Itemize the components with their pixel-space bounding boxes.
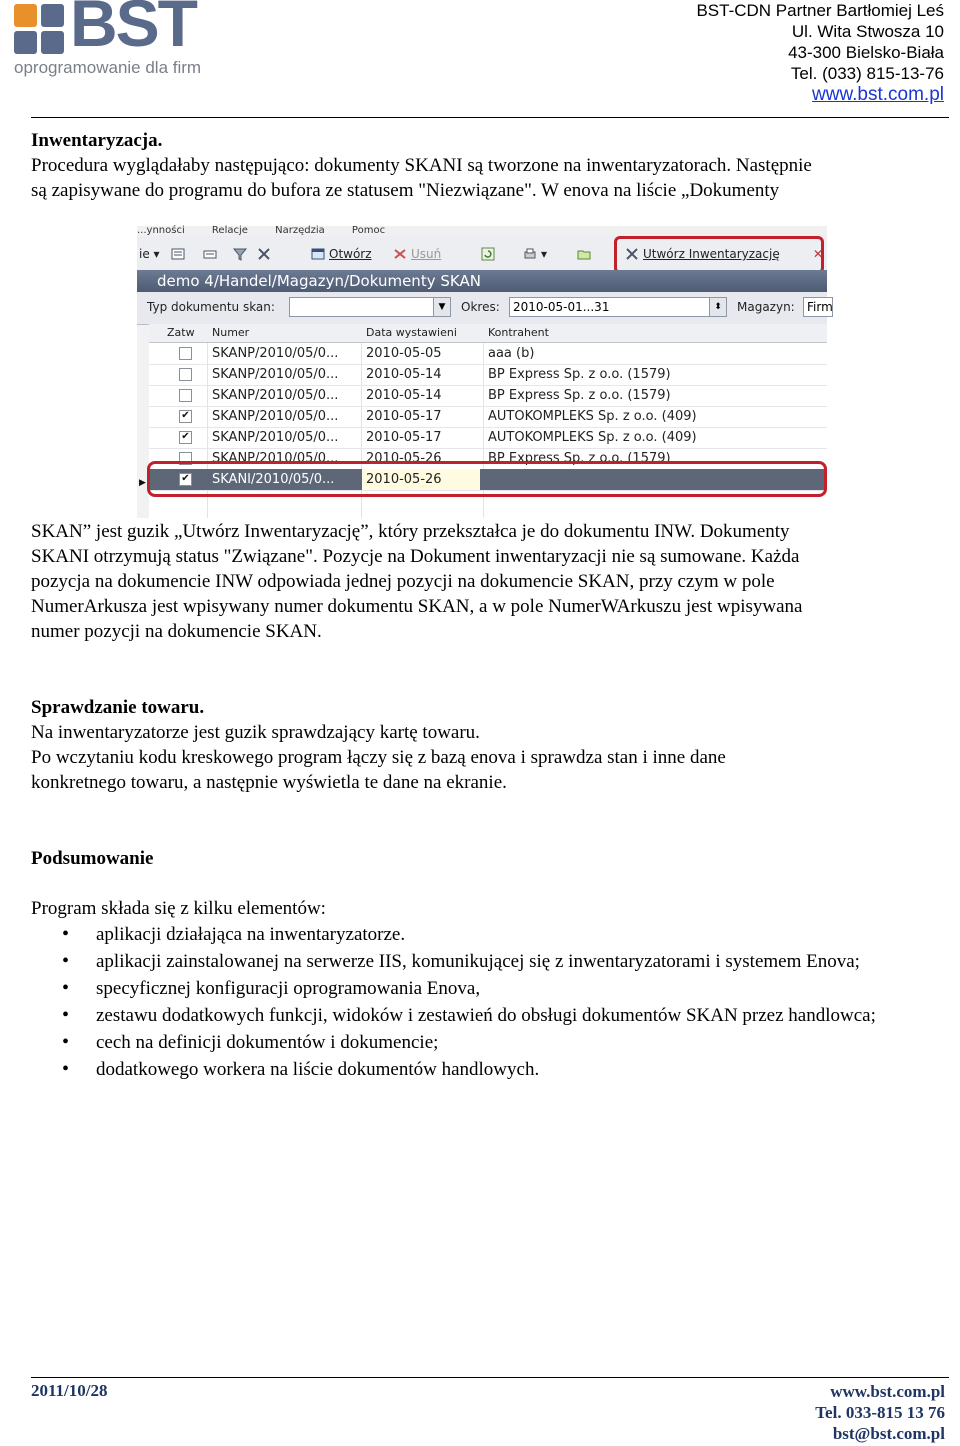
open-label: Otwórz <box>329 247 372 261</box>
period-input[interactable] <box>509 297 727 317</box>
body-line-4: NumerArkusza jest wpisywany numer dokumentu SKAN, a w pole NumerWArkuszu jest wpisywana <box>31 596 803 617</box>
menu-item[interactable]: Relacje <box>211 225 248 236</box>
logo-tagline: oprogramowanie dla firm <box>14 58 202 77</box>
cell-date: 2010-05-26 <box>362 469 480 490</box>
intro-line-2: są zapisywane do programu do bufora ze statusem "Niezwiązane". W enova na liście „Dokumenty <box>31 180 780 201</box>
website-link[interactable]: www.bst.com.pl <box>812 84 944 105</box>
cell-date: 2010-05-05 <box>366 346 442 361</box>
cell-date: 2010-05-14 <box>366 367 442 382</box>
refresh-icon[interactable] <box>481 245 499 263</box>
cell-number: SKANP/2010/05/0... <box>212 430 339 445</box>
cell-number: SKANP/2010/05/0... <box>212 409 339 424</box>
list-item: • specyficznej konfiguracji oprogramowania Enova, <box>31 976 911 1001</box>
section-heading-inventory: Inwentaryzacja. <box>31 130 163 151</box>
footer-contact <box>815 1381 945 1444</box>
check-line-2: Po wczytaniu kodu kreskowego program łączy się z bazą enova i sprawdza stan i inne dane <box>31 747 726 768</box>
column-header-number[interactable]: Numer <box>212 326 250 339</box>
filter-bar <box>137 292 833 325</box>
company-name: BST-CDN Partner Bartłomiej Leś <box>696 1 944 20</box>
create-inventory-highlight <box>614 236 824 274</box>
cell-contractor: aaa (b) <box>488 346 535 361</box>
list-item: • dodatkowego workera na liście dokumentów handlowych. <box>31 1057 911 1082</box>
window-title: demo 4/Handel/Magazyn/Dokumenty SKAN <box>137 270 827 292</box>
doc-type-label: Typ dokumentu skan: <box>147 300 275 314</box>
print-icon[interactable]: ▾ <box>523 245 547 263</box>
cell-contractor: BP Express Sp. z o.o. (1579) <box>488 388 671 403</box>
doc-type-select[interactable] <box>289 297 451 317</box>
cell-date: 2010-05-26 <box>366 451 442 466</box>
delete-icon <box>393 247 407 261</box>
cell-number: SKANP/2010/05/0... <box>212 451 339 466</box>
table-row[interactable] <box>149 385 827 407</box>
section-heading-summary: Podsumowanie <box>31 848 154 869</box>
warehouse-value: Firm <box>807 300 833 314</box>
delete-label: Usuń <box>411 247 442 261</box>
cell-contractor: BP Express Sp. z o.o. (1579) <box>488 451 671 466</box>
menu-bar <box>137 226 827 236</box>
warehouse-input[interactable] <box>803 297 833 317</box>
summary-list <box>31 922 911 1084</box>
cell-number: SKANP/2010/05/0... <box>212 388 339 403</box>
approved-checkbox[interactable]: ✔ <box>179 473 192 486</box>
contact-block <box>696 0 944 105</box>
column-header-contractor[interactable]: Kontrahent <box>488 326 549 339</box>
cell-date: 2010-05-17 <box>366 409 442 424</box>
check-line-3: konkretnego towaru, a następnie wyświetla te dane na ekranie. <box>31 772 507 793</box>
table-row[interactable] <box>149 343 827 365</box>
street-address: Ul. Wita Stwosza 10 <box>791 22 944 41</box>
warehouse-label: Magazyn: <box>737 300 795 314</box>
list-icon[interactable] <box>171 245 189 263</box>
table-row[interactable] <box>149 406 827 428</box>
open-icon <box>311 247 325 261</box>
period-value: 2010-05-01...31 <box>513 300 610 314</box>
filter-icon[interactable] <box>233 245 251 263</box>
section-heading-product-check: Sprawdzanie towaru. <box>31 697 205 718</box>
footer-date: 2011/10/28 <box>31 1381 108 1400</box>
cell-date: 2010-05-14 <box>366 388 442 403</box>
footer-divider <box>31 1377 949 1378</box>
menu-item[interactable]: Pomoc <box>351 225 386 236</box>
approved-checkbox[interactable]: ✔ <box>179 410 192 423</box>
footer-email[interactable]: bst@bst.com.pl <box>832 1424 945 1443</box>
keyboard-icon[interactable] <box>203 245 221 263</box>
selected-row-highlight <box>147 461 827 497</box>
footer-website[interactable]: www.bst.com.pl <box>830 1382 945 1401</box>
column-header-approved[interactable]: Zatw <box>167 326 195 339</box>
menu-item[interactable]: ...ynności <box>137 225 185 236</box>
folder-icon[interactable] <box>577 245 595 263</box>
delete-button[interactable] <box>393 245 441 263</box>
bst-logo <box>14 2 234 82</box>
cell-contractor: AUTOKOMPLEKS Sp. z o.o. (409) <box>488 430 697 445</box>
body-line-2: SKANI otrzymują status "Związane". Pozycje na Dokument inwentaryzacji nie są sumowane. Każda <box>31 546 800 567</box>
grid-header <box>149 324 827 343</box>
cell-contractor: AUTOKOMPLEKS Sp. z o.o. (409) <box>488 409 697 424</box>
logo-square <box>41 31 64 54</box>
approved-checkbox[interactable] <box>179 389 192 402</box>
cell-date: 2010-05-17 <box>366 430 442 445</box>
period-stepper-icon[interactable]: ⬍ <box>709 298 726 316</box>
open-button[interactable] <box>311 245 372 263</box>
cell-number: SKANI/2010/05/0... <box>212 472 335 487</box>
approved-checkbox[interactable] <box>179 368 192 381</box>
city-address: 43-300 Bielsko-Biała <box>788 43 944 62</box>
intro-line-1: Procedura wyglądałaby następująco: dokumenty SKANI są tworzone na inwentaryzatorach. Następnie <box>31 155 812 176</box>
logo-square <box>14 4 37 27</box>
menu-item[interactable]: Narzędzia <box>275 225 325 236</box>
list-item: • aplikacji działająca na inwentaryzatorze. <box>31 922 911 947</box>
cell-number: SKANP/2010/05/0... <box>212 346 339 361</box>
body-line-3: pozycja na dokumencie INW odpowiada jednej pozycji na dokumencie SKAN, przy czym w pole <box>31 571 775 592</box>
footer-phone: Tel. 033-815 13 76 <box>815 1403 945 1422</box>
column-header-date[interactable]: Data wystawieni <box>366 326 457 339</box>
logo-wordmark: BST <box>70 0 196 60</box>
view-dropdown-button[interactable]: ie ▾ <box>139 247 160 261</box>
cell-contractor: BP Express Sp. z o.o. (1579) <box>488 367 671 382</box>
header-divider <box>31 117 949 118</box>
close-icon[interactable]: ✕ <box>813 247 824 261</box>
table-row[interactable] <box>149 364 827 386</box>
phone-number: Tel. (033) 815-13-76 <box>790 64 944 83</box>
approved-checkbox[interactable]: ✔ <box>179 431 192 444</box>
body-line-1: SKAN” jest guzik „Utwórz Inwentaryzację”, który przekształca je do dokumentu INW. Dokumenty <box>31 521 790 542</box>
create-inventory-label: Utwórz Inwentaryzację <box>643 247 780 261</box>
tools-icon[interactable] <box>257 245 275 263</box>
row-pointer-icon: ▶ <box>139 478 146 488</box>
chevron-down-icon[interactable]: ▼ <box>433 298 450 316</box>
summary-intro: Program składa się z kilku elementów: <box>31 898 326 919</box>
enova-screenshot <box>137 225 833 518</box>
list-item: • aplikacji zainstalowanej na serwerze IIS, komunikującej się z inwentaryzatorami i systemem Enova; <box>31 949 911 974</box>
check-line-1: Na inwentaryzatorze jest guzik sprawdzający kartę towaru. <box>31 722 480 743</box>
list-item: • cech na definicji dokumentów i dokumencie; <box>31 1030 911 1055</box>
period-label: Okres: <box>461 300 500 314</box>
logo-square <box>14 31 37 54</box>
table-row[interactable] <box>149 427 827 449</box>
logo-squares-icon <box>14 4 66 56</box>
logo-square <box>41 4 64 27</box>
cell-number: SKANP/2010/05/0... <box>212 367 339 382</box>
approved-checkbox[interactable] <box>179 347 192 360</box>
list-item: • zestawu dodatkowych funkcji, widoków i zestawień do obsługi dokumentów SKAN przez handlowca; <box>31 1003 911 1028</box>
body-line-5: numer pozycji na dokumencie SKAN. <box>31 621 322 642</box>
